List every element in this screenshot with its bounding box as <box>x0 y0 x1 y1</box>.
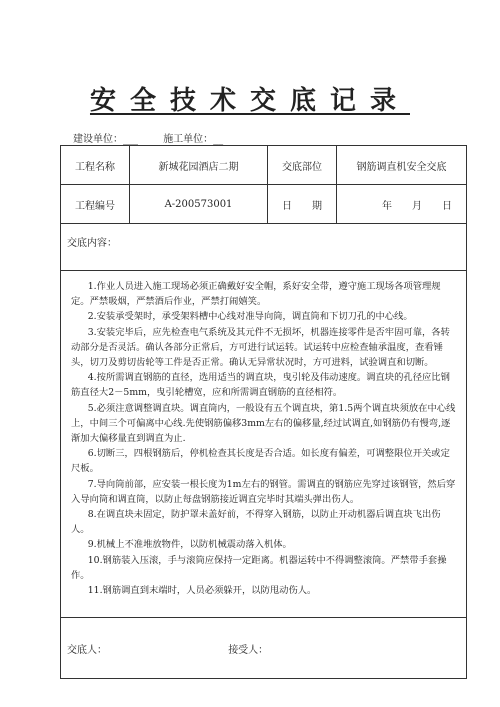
disclosure-part-value: 钢筋调直机安全交底 <box>337 146 467 185</box>
content-item: 7.导向筒前部，应安装一根长度为1m左右的钢管。需调直的钢筋应先穿过该钢管，然后穿入导向筒和调直筒，以防止每盘钢筋接近调直完毕时其端头弹出伤人。 <box>71 478 456 505</box>
date-label: 日 期 <box>268 185 337 224</box>
row-content-label <box>61 224 467 271</box>
content-item: 5.必须注意调整调直块。调直筒内，一般设有五个调直块，第1.5两个调直块须放在中心线上，中间三个可偏离中心线.先使钢筋偏移3mm左右的偏移量,经过试调直,如钢筋仍有慢弯,逐渐加大偏移量直到调直为止. <box>71 402 456 445</box>
content-item: 4.按所需调直钢筋的直径，选用适当的调直块，曳引轮及伟动速度。调直块的孔径应比钢筋直径大2－5mm，曳引轮槽宽，应和所需调直钢筋的直径相符。 <box>71 372 450 399</box>
project-no-label: 工程编号 <box>61 185 130 224</box>
content-item: 10.钢筋装入压滚，手与滚筒应保持一定距离。机器运转中不得调整滚筒。严禁带手套操作。 <box>71 554 447 581</box>
content-item: 1.作业人员进入施工现场必须正确戴好安全帽，系好安全带，遵守施工现场各项管理规定。严禁吸烟，严禁酒后作业，严禁打闹嬉笑。 <box>71 281 441 308</box>
project-no-value: A-200573001 <box>130 185 268 224</box>
disclosure-form <box>60 145 467 679</box>
content-item: 3.安装完毕后，应先检查电气系统及其元件不无损坏，机器连接零件是否牢固可靠，各转动部分是否灵活。确认各部分正常后，方可进行试运转。试运转中应检查轴承温度，查看锤头，切刀及剪切齿轮等工件是否正常。确认无异常状况时，方可进料，试验调直和切断。 <box>71 326 450 369</box>
project-name-label: 工程名称 <box>61 146 130 185</box>
signature-cell <box>61 618 467 679</box>
row-signatures <box>61 618 467 679</box>
content-item: 9.机械上不准堆放物件，以防机械震动落入机体。 <box>87 539 292 551</box>
build-unit: 建设单位：___ <box>73 134 138 145</box>
unit-line <box>73 130 245 145</box>
date-value: 年 月 日 <box>337 185 467 224</box>
row-project-name <box>61 146 467 185</box>
construction-unit: 施工单位：__ <box>163 134 224 145</box>
content-item: 11.钢筋调直到末端时，人员必须躲开，以防甩动伤人。 <box>87 585 317 597</box>
content-label: 交底内容： <box>61 224 467 271</box>
row-project-no <box>61 185 467 224</box>
content-item: 6.切断三，四根钢筋后，停机检查其长度是否合适。如长度有偏差，可调整限位开关或定尺板。 <box>71 448 450 475</box>
receiver-label: 接受人： <box>228 644 269 656</box>
content-item: 2.安装承受架时，承受架料槽中心线对准导向筒，调直筒和下切刀孔的中心线。 <box>87 311 413 323</box>
project-name-value: 新城花园酒店二期 <box>130 146 268 185</box>
content-body <box>61 271 467 618</box>
content-item: 8.在调直块未固定，防护罩未盖好前，不得穿入钢筋，以防止开动机器后调直块飞出伤人。 <box>71 509 441 536</box>
handover-label: 交底人： <box>67 644 107 656</box>
disclosure-part-label: 交底部位 <box>268 146 337 185</box>
row-content-body <box>61 271 467 618</box>
document-title: 安全技术交底记录 <box>89 86 410 116</box>
